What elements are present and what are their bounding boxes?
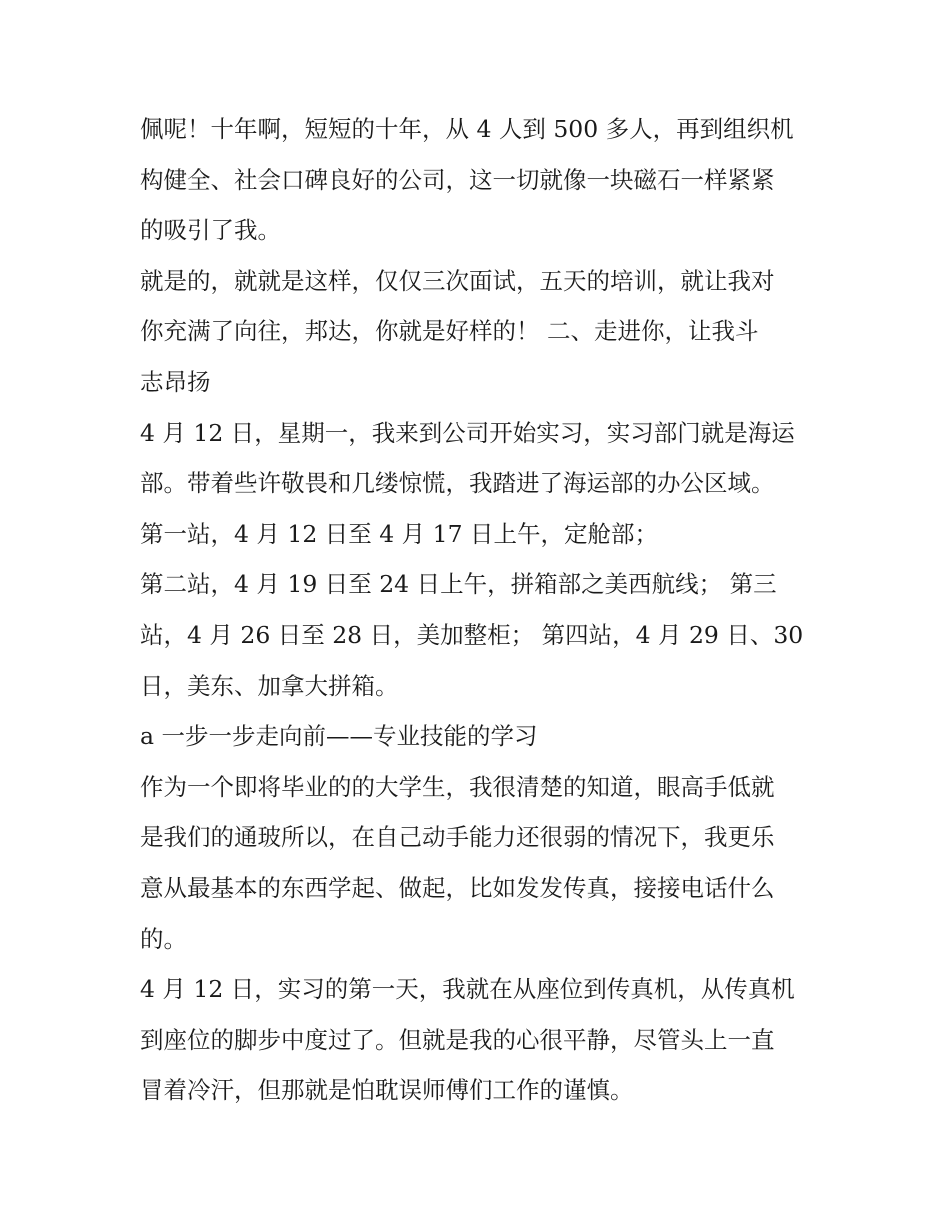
- text-line: 第一站，4 月 12 日至 4 月 17 日上午，定舱部；: [140, 519, 658, 548]
- paragraph-learning-basics: [140, 762, 812, 964]
- text-line: 的。: [140, 924, 187, 953]
- text-line: 佩呢！十年啊，短短的十年，从 4 人到 500 多人，再到组织机: [140, 115, 794, 143]
- text-line: 志昂扬: [140, 367, 211, 396]
- section-heading-skills: [140, 711, 812, 762]
- paragraph-first-day: [140, 964, 812, 1116]
- text-line: 日，美东、加拿大拼箱。: [140, 671, 399, 700]
- text-line: 就是的，就就是这样，仅仅三次面试，五天的培训，就让我对: [140, 266, 775, 295]
- text-line: 4 月 12 日，实习的第一天，我就在从座位到传真机，从传真机: [140, 975, 795, 1004]
- text-line: 4 月 12 日，星期一，我来到公司开始实习，实习部门就是海运: [140, 418, 795, 447]
- text-line: 构健全、社会口碑良好的公司，这一切就像一块磁石一样紧紧: [140, 165, 775, 194]
- text-line: 意从最基本的东西学起、做起，比如发发传真，接接电话什么: [140, 873, 775, 902]
- paragraph-stations-two-to-four: [140, 559, 812, 711]
- paragraph-company-attraction: [140, 104, 812, 256]
- text-line: 站，4 月 26 日至 28 日，美加整柜； 第四站，4 月 29 日、30: [140, 620, 804, 649]
- text-line: 到座位的脚步中度过了。但就是我的心很平静，尽管头上一直: [140, 1025, 775, 1054]
- paragraph-station-one: [140, 509, 812, 560]
- paragraph-interview: [140, 256, 812, 408]
- text-line: 的吸引了我。: [140, 216, 281, 245]
- text-line: 作为一个即将毕业的的大学生，我很清楚的知道，眼高手低就: [140, 772, 775, 801]
- paragraph-internship-start: [140, 408, 812, 509]
- document-body: [140, 104, 812, 1116]
- text-line: 部。带着些许敬畏和几缕惊慌，我踏进了海运部的办公区域。: [140, 469, 775, 498]
- text-line: 第二站，4 月 19 日至 24 日上午，拼箱部之美西航线； 第三: [140, 570, 777, 599]
- text-line: 是我们的通玻所以，在自己动手能力还很弱的情况下，我更乐: [140, 823, 775, 852]
- text-line: 冒着冷汗，但那就是怕耽误师傅们工作的谨慎。: [140, 1076, 634, 1105]
- text-line: 你充满了向往，邦达，你就是好样的！ 二、走进你，让我斗: [140, 317, 759, 346]
- text-line: a 一步一步走向前——专业技能的学习: [140, 722, 538, 751]
